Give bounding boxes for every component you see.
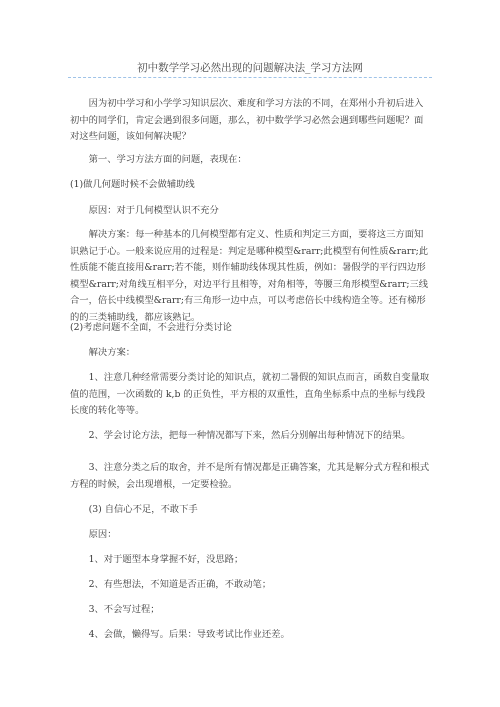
intro-paragraph: 因为初中学习和小学学习知识层次、难度和学习方法的不同，在郑州小升初后进入初中的同学们，肯定会遇到很多问题，那么，初中数学学习必然会遇到哪些问题呢？面对这些问题，该如何解决呢？ — [70, 98, 424, 142]
cause-item-1: 1、对于题型本身掌握不好，没思路； — [88, 554, 244, 565]
problem-3-heading: (3) 自信心不足，不敢下手 — [88, 504, 198, 515]
solution-item-1: 1、注意几种经常需要分类讨论的知识点，就初二暑假的知识点而言，函数自变量取值的范围，一次函数的 k,b 的正负性，平方根的双重性，直角坐标系中点的坐标与线段长度的转化等等。 — [70, 372, 430, 416]
document-title: 初中数学学习必然出现的问题解决法_学习方法网 — [137, 62, 363, 74]
section-heading: 第一、学习方法方面的问题，表现在： — [88, 154, 247, 165]
cause-item-4: 4、会做，懒得写。后果：导致考试比作业还差。 — [88, 629, 290, 640]
solution-item-2: 2、学会讨论方法，把每一种情况都写下来，然后分别解出每种情况下的结果。 — [88, 430, 411, 441]
problem-1-cause: 原因：对于几何模型认识不充分 — [88, 205, 219, 216]
problem-1-heading: (1)做几何题时候不会做辅助线 — [70, 179, 195, 190]
problem-2-solution-label: 解决方案： — [88, 347, 136, 358]
problem-1-solution: 解决方案：每一种基本的几何模型都有定义、性质和判定三方面，要将这三方面知识熟记于心。一般来说应用的过程是：判定是哪种模型&rarr;此模型有何性质&rarr;此性质能不能直接用&rarr;若不能，则作辅助线体现其性质，例如：暑假学的平行四边形模型&rarr;对角线互相平分，对边平行且相等，对角相等，等腰三角形模型&rarr;三线合一，倍长中线模型&rarr;有三角形一边中点，可以考虑倍长中线构造全等。还有梯形的的三类辅助线，都应该熟记。 — [70, 229, 429, 323]
problem-2-heading: (2)考虑问题不全面，不会进行分类讨论 — [70, 322, 232, 333]
solution-item-3: 3、注意分类之后的取舍，并不是所有情况都是正确答案，尤其是解分式方程和根式方程的时候，会出现增根，一定要检验。 — [70, 462, 430, 490]
cause-item-2: 2、有些想法，不知道是否正确，不敢动笔； — [88, 579, 272, 590]
cause-item-3: 3、不会写过程； — [88, 604, 160, 615]
problem-3-cause-label: 原因： — [88, 529, 117, 540]
title-divider — [68, 77, 432, 78]
